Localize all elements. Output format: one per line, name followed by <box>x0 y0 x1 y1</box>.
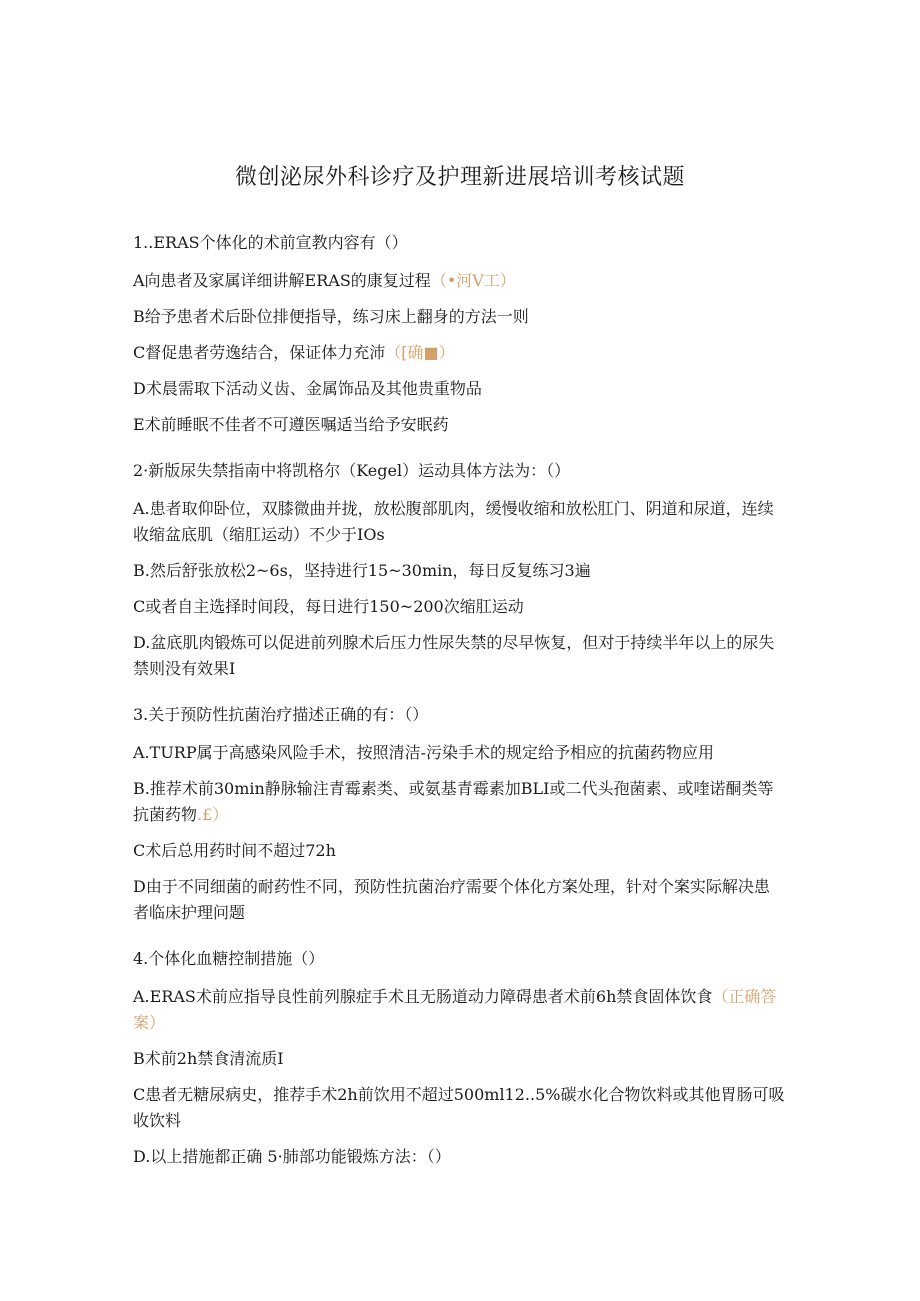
option-item: B.推荐术前30min静脉输注青霉素类、或氨基青霉素加BLI或二代头孢菌素、或喹诺酮类等抗菌药物.£） <box>133 779 774 824</box>
option-item: C或者自主选择时间段，每日进行150~200次缩肛运动 <box>133 597 524 616</box>
option-item: B术前2h禁食清流质I <box>133 1049 284 1068</box>
answer-mark: （[确■） <box>385 343 455 362</box>
option-item: C患者无糖尿病史，推荐手术2h前饮用不超过500ml12..5%碳水化合物饮料或其他胃肠可吸收饮料 <box>133 1085 785 1130</box>
option-item: C督促患者劳逸结合，保证体力充沛（[确■） <box>133 343 455 362</box>
option-item: D.盆底肌肉锻炼可以促进前列腺术后压力性尿失禁的尽早恢复，但对于持续半年以上的尿失禁则没有效果I <box>133 633 775 678</box>
option-item: D由于不同细菌的耐药性不同，预防性抗菌治疗需要个体化方案处理，针对个案实际解决患者临床护理问题 <box>133 877 770 922</box>
answer-mark: .£） <box>197 805 229 824</box>
option-item: A向患者及家属详细讲解ERAS的康复过程（•河V工） <box>133 271 516 290</box>
question-stem: 1..ERAS个体化的术前宣教内容有（） <box>133 233 408 252</box>
option-item: D.以上措施都正确 5·肺部功能锻炼方法：（） <box>133 1147 451 1166</box>
answer-mark: （正确答案） <box>133 987 777 1032</box>
option-item: E术前睡眠不佳者不可遵医嘱适当给予安眠药 <box>133 415 449 434</box>
option-item: B.然后舒张放松2~6s，坚持进行15~30min，每日反复练习3遍 <box>133 561 591 580</box>
option-item: A.患者取仰卧位，双膝微曲并拢，放松腹部肌肉，缓慢收缩和放松肛门、阴道和尿道，连续收缩盆底肌（缩肛运动）不少于IOs <box>133 499 774 544</box>
option-item: A.TURP属于高感染风险手术，按照清洁-污染手术的规定给予相应的抗菌药物应用 <box>133 743 715 762</box>
option-item: A.ERAS术前应指导良性前列腺症手术且无肠道动力障碍患者术前6h禁食固体饮食（正确答案） <box>133 987 777 1032</box>
answer-mark: （•河V工） <box>430 271 516 290</box>
question-stem: 4.个体化血糖控制措施（） <box>133 949 325 968</box>
question-list <box>133 230 785 1180</box>
question-stem: 3.关于预防性抗菌治疗描述正确的有：（） <box>133 705 429 724</box>
option-item: D术晨需取下活动义齿、金属饰品及其他贵重物品 <box>133 379 482 398</box>
page-title: 微创泌尿外科诊疗及护理新进展培训考核试题 <box>234 165 685 190</box>
option-item: B给予患者术后卧位排便指导，练习床上翻身的方法一则 <box>133 307 529 326</box>
question-stem: 2·新版尿失禁指南中将凯格尔（Kegel）运动具体方法为：（） <box>133 461 571 480</box>
option-item: C术后总用药时间不超过72h <box>133 841 336 860</box>
